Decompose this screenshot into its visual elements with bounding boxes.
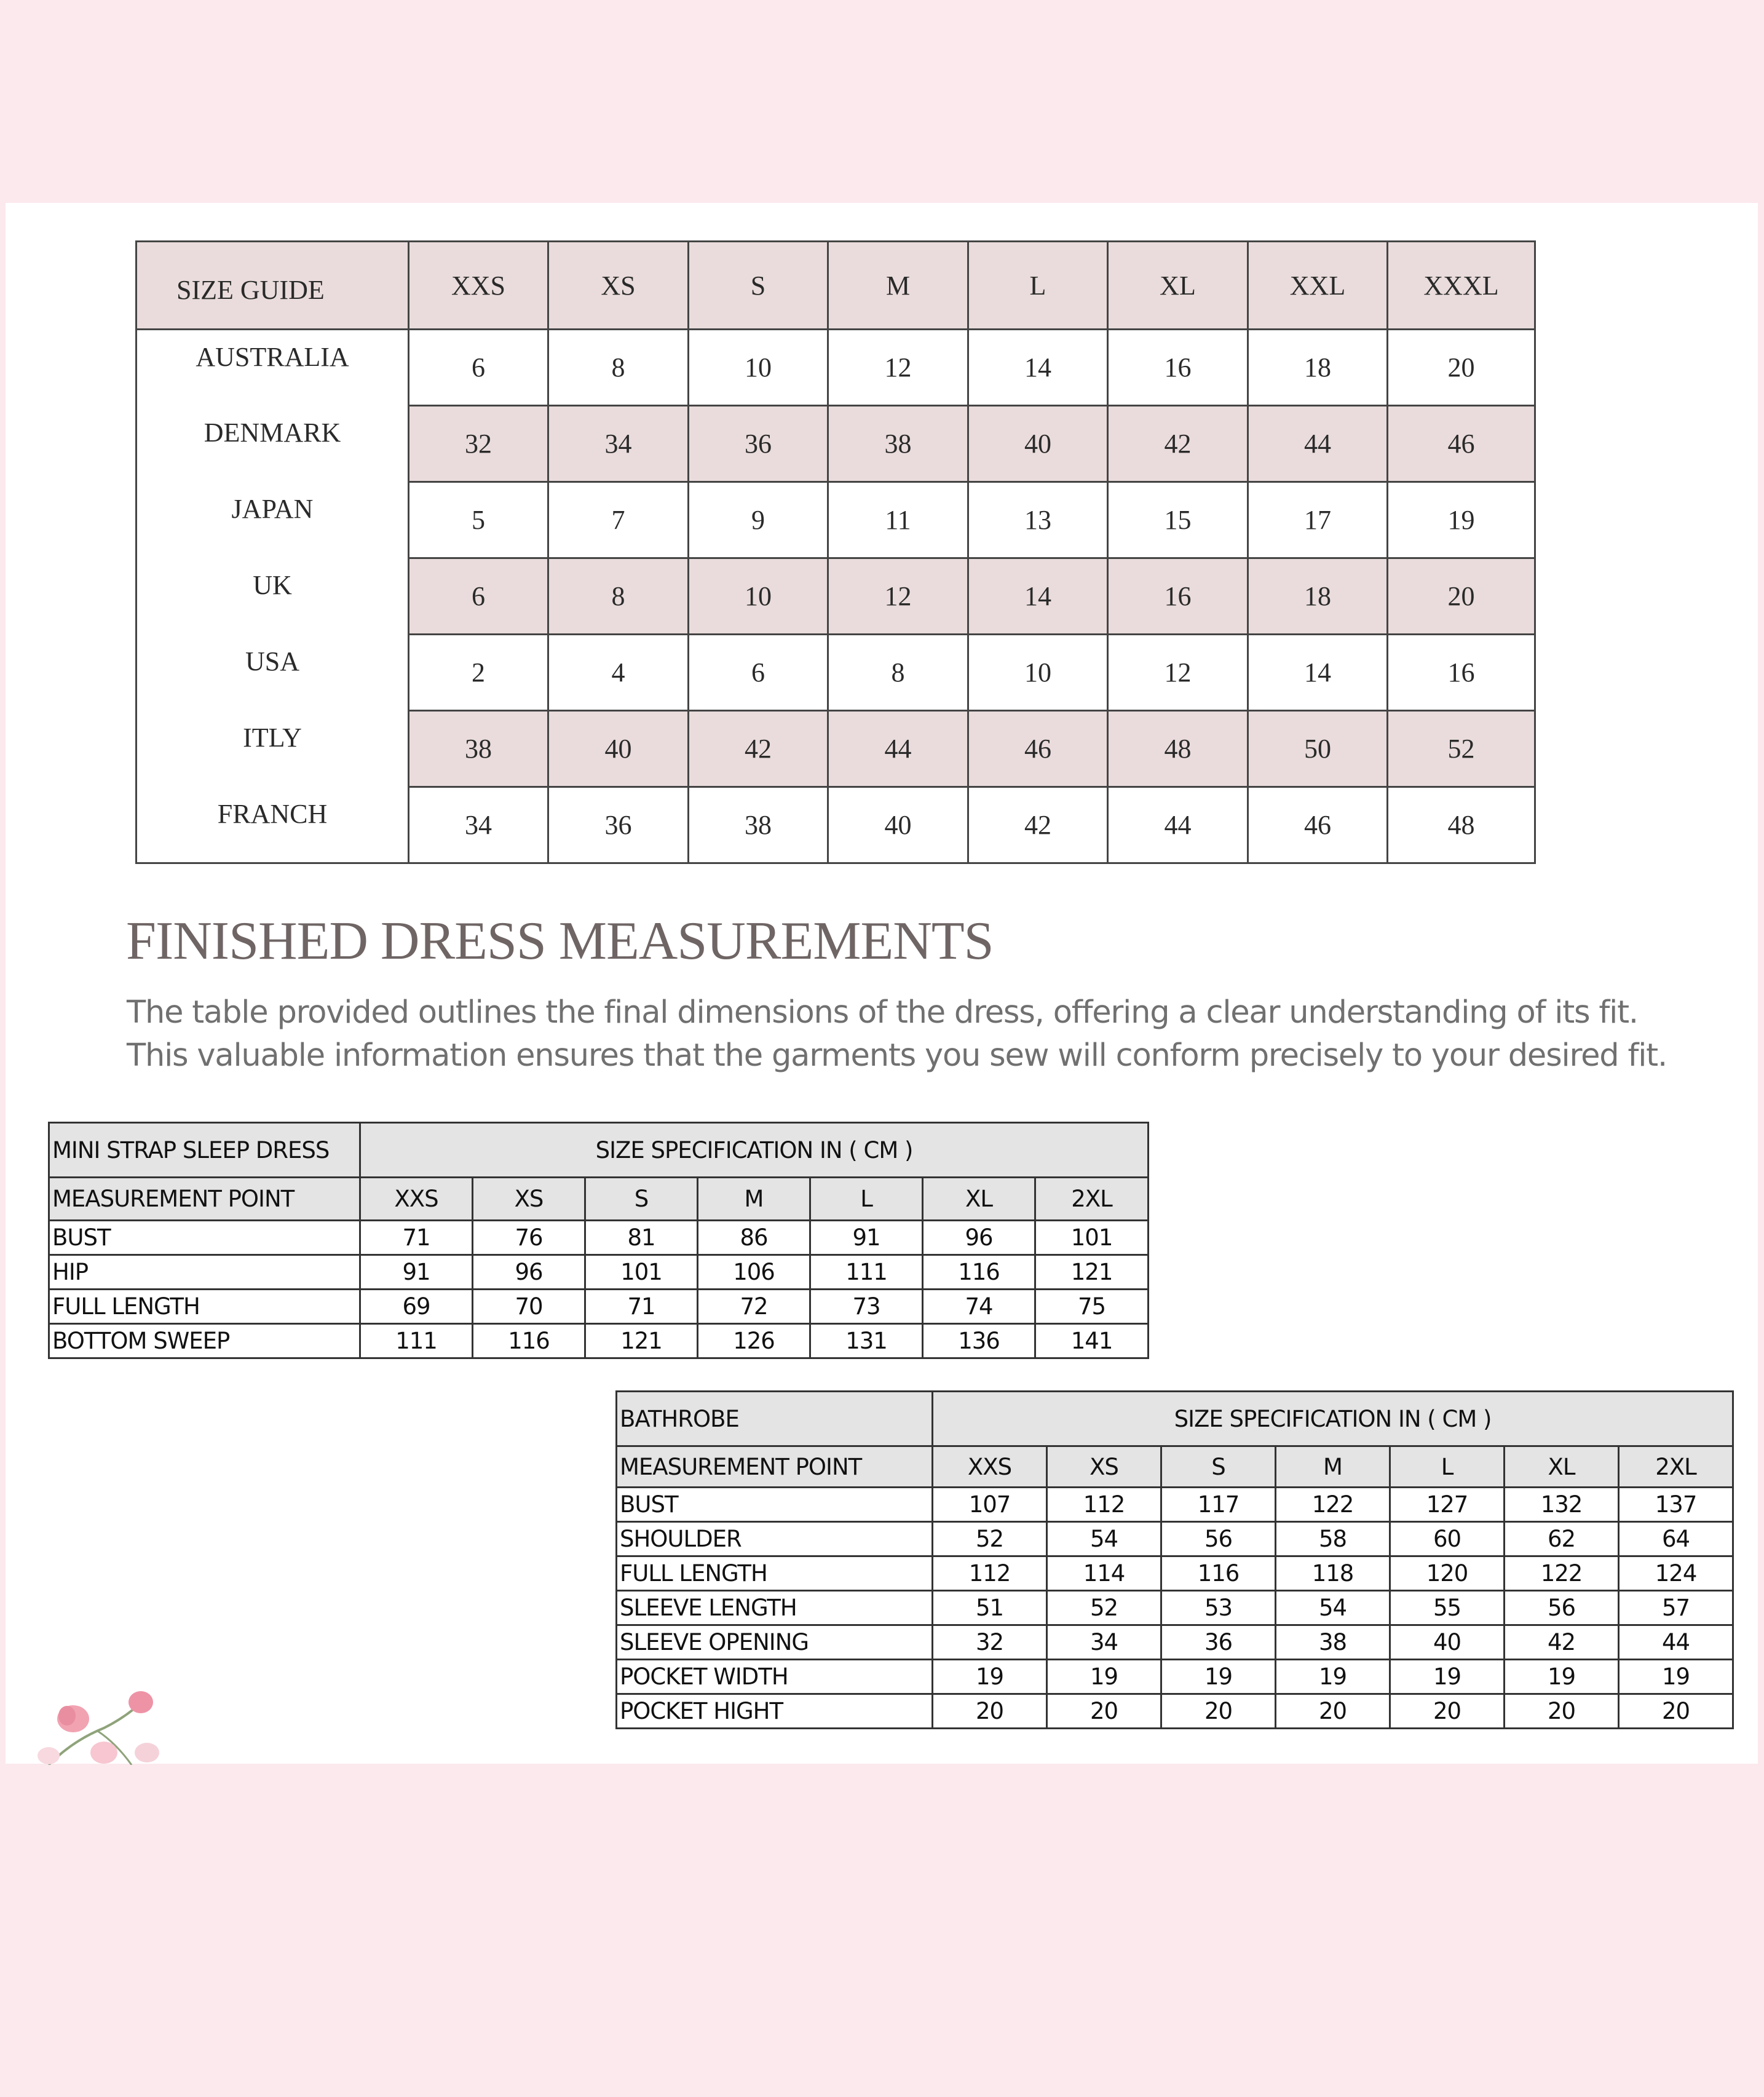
measurement-value-cell: 20 [933, 1694, 1047, 1729]
garment-title: BATHROBE [617, 1392, 933, 1446]
measurement-value-cell: 111 [360, 1324, 473, 1358]
measurement-value-cell: 131 [810, 1324, 923, 1358]
size-value-cell: 8 [828, 635, 968, 711]
measurement-value-cell: 71 [585, 1290, 698, 1324]
measurement-value-cell: 91 [810, 1221, 923, 1255]
measurement-value-cell: 120 [1390, 1556, 1505, 1591]
size-value-cell: 2 [409, 635, 548, 711]
size-value-cell: 16 [1108, 330, 1248, 406]
size-value-cell: 8 [548, 330, 689, 406]
measurement-value-cell: 54 [1276, 1591, 1390, 1625]
size-guide-title: SIZE GUIDE [136, 242, 409, 330]
measurement-value-cell: 64 [1619, 1522, 1733, 1556]
size-header: S [1161, 1446, 1276, 1488]
measurement-value-cell: 19 [1619, 1660, 1733, 1694]
size-value-cell: 12 [828, 330, 968, 406]
measurement-value-cell: 20 [1505, 1694, 1619, 1729]
size-value-cell: 14 [968, 558, 1108, 635]
measurement-row [49, 1324, 1149, 1358]
measurement-value-cell: 19 [1276, 1660, 1390, 1694]
measurement-row [49, 1221, 1149, 1255]
size-header: XXS [933, 1446, 1047, 1488]
measurement-value-cell: 114 [1047, 1556, 1161, 1591]
size-value-cell: 46 [1388, 406, 1535, 482]
measurement-value-cell: 101 [1035, 1221, 1149, 1255]
size-header: S [689, 242, 828, 330]
measurement-point: SLEEVE LENGTH [617, 1591, 933, 1625]
measurement-value-cell: 124 [1619, 1556, 1733, 1591]
size-value-cell: 50 [1248, 711, 1388, 787]
measurement-value-cell: 76 [473, 1221, 585, 1255]
measurement-value-cell: 107 [933, 1488, 1047, 1522]
measurement-value-cell: 112 [933, 1556, 1047, 1591]
size-value-cell: 46 [1248, 787, 1388, 863]
size-value-cell: 40 [828, 787, 968, 863]
spec-size-row [49, 1178, 1149, 1221]
size-value-cell: 48 [1108, 711, 1248, 787]
size-value-cell: 42 [968, 787, 1108, 863]
measurement-point: BOTTOM SWEEP [49, 1324, 360, 1358]
measurement-value-cell: 116 [1161, 1556, 1276, 1591]
size-value-cell: 16 [1108, 558, 1248, 635]
size-value-cell: 38 [409, 711, 548, 787]
size-value-cell: 44 [1108, 787, 1248, 863]
measurement-value-cell: 116 [923, 1255, 1035, 1290]
measurement-value-cell: 81 [585, 1221, 698, 1255]
size-header: XXXL [1388, 242, 1535, 330]
size-value-cell: 14 [968, 330, 1108, 406]
spec-unit-label: SIZE SPECIFICATION IN ( CM ) [360, 1123, 1149, 1178]
bathrobe-spec-table [615, 1390, 1734, 1729]
measurement-value-cell: 101 [585, 1255, 698, 1290]
measurement-value-cell: 75 [1035, 1290, 1149, 1324]
measurement-value-cell: 19 [1505, 1660, 1619, 1694]
measurement-value-cell: 112 [1047, 1488, 1161, 1522]
country-label: AUSTRALIA [136, 330, 409, 406]
size-value-cell: 5 [409, 482, 548, 558]
measurement-value-cell: 74 [923, 1290, 1035, 1324]
country-label: UK [136, 558, 409, 635]
size-guide-row [136, 787, 1535, 863]
size-value-cell: 38 [689, 787, 828, 863]
measurement-value-cell: 121 [585, 1324, 698, 1358]
measurement-value-cell: 70 [473, 1290, 585, 1324]
size-value-cell: 7 [548, 482, 689, 558]
measurement-row [617, 1694, 1733, 1729]
measurement-value-cell: 58 [1276, 1522, 1390, 1556]
measurement-value-cell: 91 [360, 1255, 473, 1290]
measurement-point: SLEEVE OPENING [617, 1625, 933, 1660]
country-label: JAPAN [136, 482, 409, 558]
measurement-row [617, 1591, 1733, 1625]
size-header: 2XL [1035, 1178, 1149, 1221]
measurement-value-cell: 60 [1390, 1522, 1505, 1556]
measurement-point: POCKET WIDTH [617, 1660, 933, 1694]
measurement-value-cell: 111 [810, 1255, 923, 1290]
measurement-value-cell: 19 [1047, 1660, 1161, 1694]
section-description [127, 991, 1756, 1077]
size-value-cell: 36 [548, 787, 689, 863]
measurement-value-cell: 69 [360, 1290, 473, 1324]
measurement-row [617, 1556, 1733, 1591]
measurement-value-cell: 38 [1276, 1625, 1390, 1660]
size-guide-row [136, 558, 1535, 635]
measurement-point: FULL LENGTH [49, 1290, 360, 1324]
measurement-value-cell: 73 [810, 1290, 923, 1324]
size-value-cell: 18 [1248, 558, 1388, 635]
size-value-cell: 16 [1388, 635, 1535, 711]
measurement-value-cell: 126 [698, 1324, 810, 1358]
measurement-value-cell: 52 [933, 1522, 1047, 1556]
measurement-value-cell: 19 [1161, 1660, 1276, 1694]
size-value-cell: 4 [548, 635, 689, 711]
measurement-value-cell: 34 [1047, 1625, 1161, 1660]
size-value-cell: 38 [828, 406, 968, 482]
size-value-cell: 18 [1248, 330, 1388, 406]
measurement-value-cell: 122 [1276, 1488, 1390, 1522]
size-header: L [1390, 1446, 1505, 1488]
measurement-value-cell: 42 [1505, 1625, 1619, 1660]
country-label: USA [136, 635, 409, 711]
sleep-dress-spec-table [48, 1122, 1149, 1359]
size-guide-row [136, 406, 1535, 482]
measurement-value-cell: 52 [1047, 1591, 1161, 1625]
measurement-value-cell: 19 [1390, 1660, 1505, 1694]
size-chart-sheet [6, 203, 1758, 1764]
size-value-cell: 13 [968, 482, 1108, 558]
garment-title: MINI STRAP SLEEP DRESS [49, 1123, 360, 1178]
measurement-point: HIP [49, 1255, 360, 1290]
size-value-cell: 6 [409, 558, 548, 635]
size-value-cell: 14 [1248, 635, 1388, 711]
measurement-value-cell: 57 [1619, 1591, 1733, 1625]
measurement-value-cell: 56 [1161, 1522, 1276, 1556]
size-value-cell: 15 [1108, 482, 1248, 558]
size-header: L [968, 242, 1108, 330]
measurement-value-cell: 121 [1035, 1255, 1149, 1290]
measurement-value-cell: 20 [1276, 1694, 1390, 1729]
size-value-cell: 46 [968, 711, 1108, 787]
spec-title-row [49, 1123, 1149, 1178]
measurement-point: BUST [617, 1488, 933, 1522]
measurement-value-cell: 40 [1390, 1625, 1505, 1660]
size-value-cell: 36 [689, 406, 828, 482]
size-header: S [585, 1178, 698, 1221]
size-value-cell: 34 [409, 787, 548, 863]
size-value-cell: 34 [548, 406, 689, 482]
size-value-cell: 20 [1388, 558, 1535, 635]
size-value-cell: 8 [548, 558, 689, 635]
size-value-cell: 10 [689, 558, 828, 635]
measurement-value-cell: 127 [1390, 1488, 1505, 1522]
measurement-point-label: MEASUREMENT POINT [49, 1178, 360, 1221]
measurement-point: POCKET HIGHT [617, 1694, 933, 1729]
size-header: XS [473, 1178, 585, 1221]
measurement-value-cell: 19 [933, 1660, 1047, 1694]
size-guide-row [136, 711, 1535, 787]
size-value-cell: 44 [828, 711, 968, 787]
measurement-value-cell: 20 [1390, 1694, 1505, 1729]
size-value-cell: 40 [548, 711, 689, 787]
size-header: XXS [360, 1178, 473, 1221]
spec-title-row [617, 1392, 1733, 1446]
size-value-cell: 12 [828, 558, 968, 635]
measurement-value-cell: 96 [923, 1221, 1035, 1255]
measurement-row [617, 1660, 1733, 1694]
size-value-cell: 19 [1388, 482, 1535, 558]
measurement-value-cell: 106 [698, 1255, 810, 1290]
size-guide-row [136, 635, 1535, 711]
measurement-value-cell: 20 [1161, 1694, 1276, 1729]
measurement-value-cell: 136 [923, 1324, 1035, 1358]
measurement-value-cell: 96 [473, 1255, 585, 1290]
size-header: XXL [1248, 242, 1388, 330]
size-value-cell: 20 [1388, 330, 1535, 406]
size-guide-row [136, 330, 1535, 406]
measurement-value-cell: 51 [933, 1591, 1047, 1625]
size-header: M [1276, 1446, 1390, 1488]
measurement-value-cell: 86 [698, 1221, 810, 1255]
measurement-value-cell: 55 [1390, 1591, 1505, 1625]
measurement-value-cell: 118 [1276, 1556, 1390, 1591]
measurement-row [617, 1522, 1733, 1556]
section-heading: FINISHED DRESS MEASUREMENTS [126, 911, 994, 971]
size-header: XL [923, 1178, 1035, 1221]
size-header: XL [1108, 242, 1248, 330]
measurement-point: FULL LENGTH [617, 1556, 933, 1591]
size-value-cell: 10 [968, 635, 1108, 711]
measurement-value-cell: 62 [1505, 1522, 1619, 1556]
size-guide-row [136, 482, 1535, 558]
size-guide-table [135, 240, 1536, 864]
size-header: XL [1505, 1446, 1619, 1488]
measurement-row [617, 1625, 1733, 1660]
measurement-point-label: MEASUREMENT POINT [617, 1446, 933, 1488]
size-value-cell: 6 [409, 330, 548, 406]
size-header: XS [1047, 1446, 1161, 1488]
measurement-row [49, 1255, 1149, 1290]
measurement-value-cell: 53 [1161, 1591, 1276, 1625]
measurement-value-cell: 36 [1161, 1625, 1276, 1660]
size-guide-header-row [136, 242, 1535, 330]
measurement-value-cell: 44 [1619, 1625, 1733, 1660]
size-value-cell: 12 [1108, 635, 1248, 711]
measurement-value-cell: 122 [1505, 1556, 1619, 1591]
measurement-value-cell: 132 [1505, 1488, 1619, 1522]
size-value-cell: 52 [1388, 711, 1535, 787]
measurement-value-cell: 137 [1619, 1488, 1733, 1522]
description-line: The table provided outlines the final dimensions of the dress, offering a clear understanding of its fit. [127, 994, 1638, 1031]
size-value-cell: 42 [689, 711, 828, 787]
size-header: M [698, 1178, 810, 1221]
size-value-cell: 11 [828, 482, 968, 558]
size-value-cell: 9 [689, 482, 828, 558]
measurement-value-cell: 117 [1161, 1488, 1276, 1522]
spec-size-row [617, 1446, 1733, 1488]
measurement-value-cell: 54 [1047, 1522, 1161, 1556]
measurement-value-cell: 71 [360, 1221, 473, 1255]
size-value-cell: 17 [1248, 482, 1388, 558]
size-header: L [810, 1178, 923, 1221]
flower-decoration-icon [24, 1685, 165, 1765]
size-value-cell: 42 [1108, 406, 1248, 482]
measurement-value-cell: 20 [1047, 1694, 1161, 1729]
size-value-cell: 10 [689, 330, 828, 406]
measurement-value-cell: 56 [1505, 1591, 1619, 1625]
size-header: XS [548, 242, 689, 330]
measurement-value-cell: 72 [698, 1290, 810, 1324]
country-label: DENMARK [136, 406, 409, 482]
spec-unit-label: SIZE SPECIFICATION IN ( CM ) [933, 1392, 1733, 1446]
measurement-point: SHOULDER [617, 1522, 933, 1556]
size-value-cell: 44 [1248, 406, 1388, 482]
measurement-value-cell: 141 [1035, 1324, 1149, 1358]
measurement-value-cell: 32 [933, 1625, 1047, 1660]
size-value-cell: 6 [689, 635, 828, 711]
measurement-value-cell: 116 [473, 1324, 585, 1358]
measurement-point: BUST [49, 1221, 360, 1255]
country-label: FRANCH [136, 787, 409, 863]
size-value-cell: 48 [1388, 787, 1535, 863]
size-header: XXS [409, 242, 548, 330]
size-value-cell: 32 [409, 406, 548, 482]
size-header: 2XL [1619, 1446, 1733, 1488]
size-value-cell: 40 [968, 406, 1108, 482]
description-line: This valuable information ensures that the garments you sew will conform precisely to your desired fit. [127, 1037, 1667, 1074]
measurement-value-cell: 20 [1619, 1694, 1733, 1729]
country-label: ITLY [136, 711, 409, 787]
measurement-row [49, 1290, 1149, 1324]
measurement-row [617, 1488, 1733, 1522]
size-header: M [828, 242, 968, 330]
